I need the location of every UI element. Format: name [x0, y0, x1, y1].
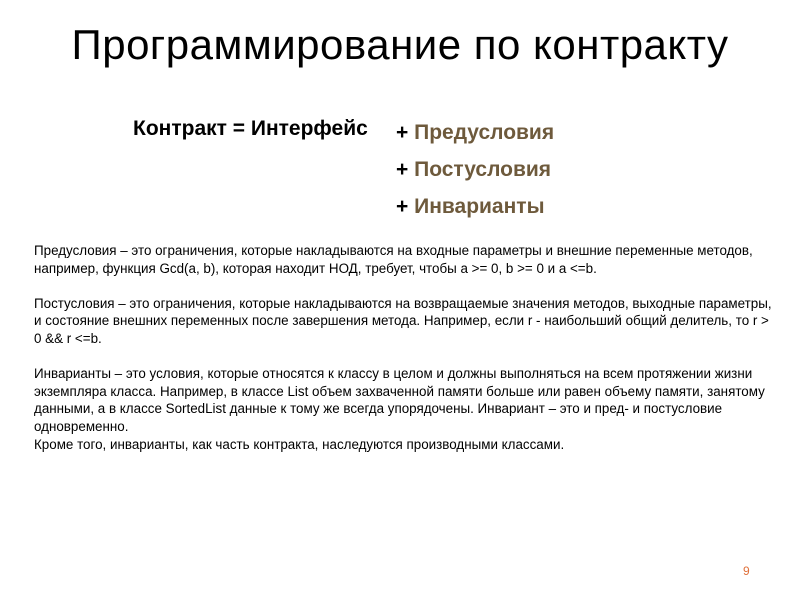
page-number: 9 — [743, 564, 750, 578]
invariants-paragraph: Инварианты – это условия, которые относятся к классу в целом и должны выполняться на всем протяжении жизни экземпляра класса. Например, в классе List объем захваченной памяти больше или равен объему памяти, занятому данными, а в классе SortedList данные к тому же всегда упорядочены. Инвариант – это и пред- и постусловие одновременно. — [34, 366, 765, 434]
contract-item-term: Предусловия — [414, 121, 555, 144]
paragraph-spacer — [34, 348, 774, 366]
paragraph-spacer — [34, 277, 774, 295]
contract-item-term: Инварианты — [414, 195, 545, 218]
slide-body — [34, 242, 774, 453]
contract-components — [396, 114, 554, 225]
contract-item-prefix: + — [396, 121, 415, 144]
preconditions-paragraph: Предусловия – это ограничения, которые накладываются на входные параметры и внешние переменные методов, например, функция Gcd(a, b), которая находит НОД, требует, чтобы a >= 0, b >= 0 и a <=b. — [34, 243, 753, 276]
slide-title: Программирование по контракту — [71, 21, 729, 68]
invariants-inheritance-paragraph: Кроме того, инварианты, как часть контракта, наследуются производными классами. — [34, 436, 565, 452]
contract-item-prefix: + — [396, 158, 415, 181]
contract-item-postconditions — [396, 151, 554, 188]
contract-item-preconditions — [396, 114, 554, 151]
postconditions-paragraph: Постусловия – это ограничения, которые накладываются на возвращаемые значения методов, выходные параметры, и состояние внешних переменных после завершения метода. Например, если r - наибольший общий делитель, то r > 0 && r <=b. — [34, 295, 772, 346]
contract-item-prefix: + — [396, 195, 415, 218]
contract-item-invariants — [396, 188, 554, 225]
contract-item-term: Постусловия — [414, 158, 552, 181]
contract-equation-label: Контракт = Интерфейс — [133, 117, 368, 140]
